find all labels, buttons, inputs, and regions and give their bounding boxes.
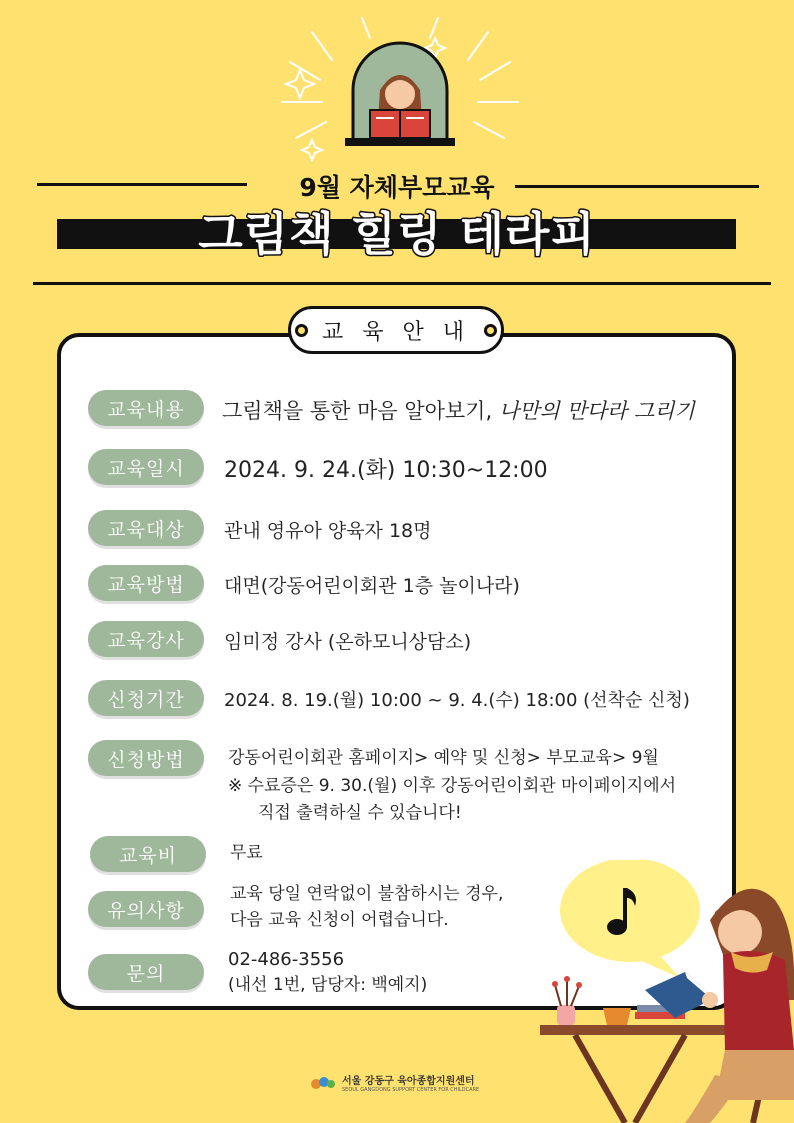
info-value-line: 직접 출력하실 수 있습니다!: [258, 803, 462, 823]
card-tab: [288, 306, 504, 354]
dot-icon: [484, 324, 497, 337]
footer-logo: [310, 1072, 479, 1093]
label-pill: 신청방법: [88, 740, 204, 776]
label-pill: 교육방법: [88, 565, 204, 601]
logo-icon: [310, 1075, 336, 1091]
dot-icon: [295, 324, 308, 337]
info-value-line: 교육 당일 연락없이 불참하시는 경우,: [230, 884, 504, 904]
info-value: 2024. 9. 24.(화) 10:30~12:00: [224, 458, 548, 483]
label-pill: 교육내용: [88, 390, 204, 426]
label-pill: 교육비: [90, 836, 206, 872]
speech-bubble: [560, 860, 700, 978]
woman-reading-illustration: [535, 860, 794, 1123]
label-pill: 교육일시: [88, 449, 204, 485]
info-value-line: 강동어린이회관 홈페이지> 예약 및 신청> 부모교육> 9월: [228, 748, 659, 768]
info-value: 2024. 8. 19.(월) 10:00 ~ 9. 4.(수) 18:00 (선착순 신청): [224, 690, 690, 711]
page-title: 그림책 힐링 테라피: [198, 207, 596, 261]
label-pill: 신청기간: [88, 680, 204, 716]
info-value-italic: 나만의 만다라 그리기: [498, 399, 695, 423]
info-value: [222, 395, 695, 425]
label-pill: 문의: [88, 954, 204, 990]
info-value-line: (내선 1번, 담당자: 백예지): [228, 975, 428, 995]
info-value-line: 02-486-3556: [228, 949, 345, 970]
info-value: 무료: [230, 843, 263, 863]
info-value-text: 그림책을 통한 마음 알아보기,: [222, 399, 499, 423]
info-value-line: ※ 수료증은 9. 30.(월) 이후 강동어린이회관 마이페이지에서: [228, 776, 677, 796]
label-pill: 교육강사: [88, 621, 204, 657]
org-name-en: SEOUL GANGDONG SUPPORT CENTER FOR CHILDCARE: [342, 1087, 480, 1093]
card-tab-label: 교 육 안 내: [322, 319, 470, 345]
page-subtitle: 9월 자체부모교육: [299, 173, 495, 202]
info-value-line: 다음 교육 신청이 어렵습니다.: [230, 910, 449, 930]
sparkle-icon: [302, 140, 322, 160]
info-value: 대면(강동어린이회관 1층 놀이나라): [224, 575, 520, 597]
info-value: 관내 영유아 양육자 18명: [224, 520, 432, 542]
info-value: 임미정 강사 (온하모니상담소): [224, 631, 472, 653]
org-name: 서울 강동구 육아종합지원센터: [342, 1076, 475, 1087]
label-pill: 유의사항: [88, 891, 204, 927]
divider-line: [33, 282, 771, 285]
label-pill: 교육대상: [88, 510, 204, 546]
header-illustration: [250, 10, 550, 170]
